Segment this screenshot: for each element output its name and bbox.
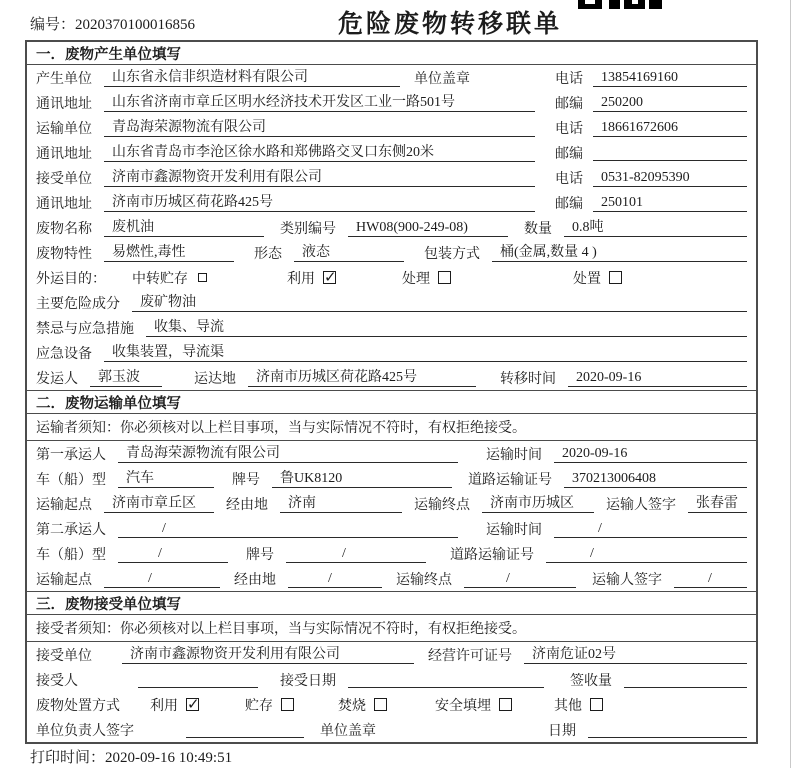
row-taboo-measures	[27, 315, 756, 340]
carrier-signature-value: /	[674, 570, 747, 588]
row-transfer-purpose	[27, 265, 756, 290]
qr-block	[609, 0, 620, 9]
checkbox-dispose	[609, 271, 622, 284]
purpose-option-label: 处置	[573, 271, 601, 287]
purpose-option-label: 中转贮存	[132, 271, 188, 287]
date-label: 日期	[548, 723, 576, 739]
disposal-option-label: 安全填埋	[435, 698, 491, 714]
taboo-measures-label: 禁忌与应急措施	[36, 321, 134, 337]
producer-unit-label: 产生单位	[36, 71, 92, 87]
section2-notice: 运输者须知：你必须核对以上栏目事项，当与实际情况不符时，有权拒绝接受。	[27, 414, 756, 441]
route-start-value: /	[104, 570, 220, 588]
route-start-label: 运输起点	[36, 497, 92, 513]
row-receiver-address	[27, 190, 756, 215]
business-license-value: 济南危证02号	[524, 646, 747, 664]
responsible-signature-label: 单位负责人签字	[36, 723, 134, 739]
section-generator	[27, 42, 756, 390]
route-end-label: 运输终点	[414, 497, 470, 513]
row-first-carrier	[27, 441, 756, 466]
second-carrier-label: 第二承运人	[36, 522, 106, 538]
acceptor-label: 接受人	[36, 673, 78, 689]
producer-zip-value: 250200	[593, 94, 747, 112]
carrier-signature-label: 运输人签字	[592, 572, 662, 588]
route-start-value: 济南市章丘区	[104, 495, 214, 513]
checkbox-treat	[438, 271, 451, 284]
section-transporter	[27, 390, 756, 591]
hazard-components-label: 主要危险成分	[36, 296, 120, 312]
unit-seal-label: 单位盖章	[320, 723, 376, 739]
receiver-phone-value: 0531-82095390	[593, 169, 747, 187]
vehicle-type-value: /	[118, 545, 228, 563]
print-time-label: 打印时间：	[30, 750, 106, 766]
row-transporter-unit	[27, 115, 756, 140]
qr-code-fragment	[578, 0, 662, 9]
plate-number-value: 鲁UK8120	[272, 470, 452, 488]
manifest-form	[25, 40, 758, 744]
section2-title: 二．废物运输单位填写	[27, 391, 756, 414]
row-transporter-address	[27, 140, 756, 165]
row-producer-address	[27, 90, 756, 115]
route-via-value: /	[288, 570, 382, 588]
transporter-phone-value: 18661672606	[593, 119, 747, 137]
quantity-value: 0.8吨	[564, 219, 747, 237]
road-permit-value: 370213006408	[564, 470, 747, 488]
business-license-label: 经营许可证号	[428, 648, 512, 664]
road-permit-value: /	[546, 545, 747, 563]
vehicle-type-value: 汽车	[118, 470, 214, 488]
row-hazard-components	[27, 290, 756, 315]
checkbox-disposal-store	[281, 698, 294, 711]
emergency-equipment-label: 应急设备	[36, 346, 92, 362]
phone-label: 电话	[555, 121, 583, 137]
route-end-value: /	[464, 570, 576, 588]
disposal-option-label: 利用	[150, 698, 178, 714]
print-time-line	[30, 746, 232, 767]
route-via-label: 经由地	[234, 572, 276, 588]
physical-form-value: 液态	[294, 244, 404, 262]
quantity-label: 数量	[524, 221, 552, 237]
qr-block	[578, 0, 602, 9]
transport-time-value: 2020-09-16	[554, 445, 747, 463]
section-receiver	[27, 591, 756, 742]
carrier-signature-value: 张春雷	[688, 495, 747, 513]
receiver-address-value: 济南市历城区荷花路425号	[104, 194, 535, 212]
row-vehicle-1	[27, 466, 756, 491]
transport-time-label: 运输时间	[486, 447, 542, 463]
physical-form-label: 形态	[254, 246, 282, 262]
hazard-components-value: 废矿物油	[132, 294, 747, 312]
first-carrier-value: 青岛海荣源物流有限公司	[118, 445, 458, 463]
transporter-address-value: 山东省青岛市李沧区徐水路和郑佛路交叉口东侧20米	[104, 144, 535, 162]
checkbox-disposal-other	[590, 698, 603, 711]
disposal-method-label: 废物处置方式	[36, 698, 120, 714]
accept-date-value	[348, 671, 544, 688]
category-code-label: 类别编号	[280, 221, 336, 237]
second-carrier-value: /	[118, 520, 458, 538]
producer-address-value: 山东省济南市章丘区明水经济技术开发区工业一路501号	[104, 94, 535, 112]
row-producer-unit	[27, 65, 756, 90]
row-acceptor	[27, 667, 756, 692]
transporter-unit-value: 青岛海荣源物流有限公司	[104, 119, 535, 137]
phone-label: 电话	[555, 71, 583, 87]
serial-number: 2020370100016856	[75, 17, 196, 33]
road-permit-label: 道路运输证号	[450, 547, 534, 563]
receiver-zip-value: 250101	[593, 194, 747, 212]
packaging-value: 桶(金属,数量 4 )	[492, 244, 747, 262]
checkbox-disposal-incinerate	[374, 698, 387, 711]
route-via-value: 济南	[280, 495, 402, 513]
page-right-edge	[790, 0, 791, 768]
zip-label: 邮编	[555, 96, 583, 112]
destination-value: 济南市历城区荷花路425号	[248, 369, 476, 387]
received-quantity-value	[624, 671, 747, 688]
purpose-option-label: 处理	[402, 271, 430, 287]
waste-name-label: 废物名称	[36, 221, 92, 237]
purpose-option-label: 利用	[287, 271, 315, 287]
transporter-zip-value	[593, 144, 747, 161]
waste-properties-value: 易燃性,毒性	[104, 244, 234, 262]
producer-address-label: 通讯地址	[36, 96, 92, 112]
transport-time-label: 运输时间	[486, 522, 542, 538]
row-receiver-unit	[27, 165, 756, 190]
checkbox-disposal-utilize	[186, 698, 199, 711]
receiver-unit-label: 接受单位	[36, 171, 92, 187]
waste-name-value: 废机油	[104, 219, 264, 237]
section1-title: 一．废物产生单位填写	[27, 42, 756, 65]
row-waste-properties	[27, 240, 756, 265]
receiver-address-label: 通讯地址	[36, 196, 92, 212]
emergency-equipment-value: 收集装置，导流渠	[104, 344, 747, 362]
row-second-carrier	[27, 516, 756, 541]
row-waste-name	[27, 215, 756, 240]
route-via-label: 经由地	[226, 497, 268, 513]
plate-number-label: 牌号	[246, 547, 274, 563]
taboo-measures-value: 收集、导流	[146, 319, 747, 337]
producer-unit-value: 山东省永信非织造材料有限公司	[104, 69, 400, 87]
disposal-option-label: 其他	[554, 698, 582, 714]
serial-number-line	[30, 13, 195, 34]
date-value	[588, 721, 747, 738]
transfer-time-value: 2020-09-16	[568, 369, 747, 387]
row-disposal-method	[27, 692, 756, 717]
row-dispatch	[27, 365, 756, 390]
transport-time-value: /	[554, 520, 747, 538]
phone-label: 电话	[555, 171, 583, 187]
row-emergency-equipment	[27, 340, 756, 365]
plate-number-label: 牌号	[232, 472, 260, 488]
qr-block	[624, 0, 645, 9]
first-carrier-label: 第一承运人	[36, 447, 106, 463]
route-end-value: 济南市历城区	[482, 495, 594, 513]
route-start-label: 运输起点	[36, 572, 92, 588]
checkbox-transfer-storage	[198, 273, 207, 282]
section3-title: 三．废物接受单位填写	[27, 592, 756, 615]
plate-number-value: /	[286, 545, 426, 563]
zip-label: 邮编	[555, 146, 583, 162]
row-vehicle-2	[27, 541, 756, 566]
print-time-value: 2020-09-16 10:49:51	[105, 750, 233, 766]
qr-block	[649, 0, 662, 9]
document-title: 危险废物转移联单	[338, 10, 563, 38]
row-route-2	[27, 566, 756, 591]
received-quantity-label: 签收量	[570, 673, 612, 689]
accept-date-label: 接受日期	[280, 673, 336, 689]
serial-label: 编号：	[30, 17, 76, 33]
zip-label: 邮编	[555, 196, 583, 212]
accepting-unit-label: 接受单位	[36, 648, 92, 664]
row-accepting-unit	[27, 642, 756, 667]
receiver-unit-value: 济南市鑫源物资开发利用有限公司	[104, 169, 535, 187]
vehicle-type-label: 车（船）型	[36, 547, 106, 563]
dispatcher-label: 发运人	[36, 371, 78, 387]
waste-properties-label: 废物特性	[36, 246, 92, 262]
checkbox-disposal-landfill	[499, 698, 512, 711]
packaging-label: 包装方式	[424, 246, 480, 262]
responsible-signature-value	[186, 721, 304, 738]
vehicle-type-label: 车（船）型	[36, 472, 106, 488]
carrier-signature-label: 运输人签字	[606, 497, 676, 513]
row-route-1	[27, 491, 756, 516]
transporter-unit-label: 运输单位	[36, 121, 92, 137]
disposal-option-label: 焚烧	[338, 698, 366, 714]
producer-phone-value: 13854169160	[593, 69, 747, 87]
acceptor-value	[138, 671, 258, 688]
category-code-value: HW08(900-249-08)	[348, 219, 508, 237]
transfer-purpose-label: 外运目的：	[36, 271, 106, 287]
accepting-unit-value: 济南市鑫源物资开发利用有限公司	[122, 646, 414, 664]
section3-notice: 接受者须知：你必须核对以上栏目事项，当与实际情况不符时，有权拒绝接受。	[27, 615, 756, 642]
dispatcher-value: 郭玉波	[90, 369, 162, 387]
checkbox-utilize	[323, 271, 336, 284]
row-responsible-signature	[27, 717, 756, 742]
disposal-option-label: 贮存	[245, 698, 273, 714]
transfer-time-label: 转移时间	[500, 371, 556, 387]
transporter-address-label: 通讯地址	[36, 146, 92, 162]
destination-label: 运达地	[194, 371, 236, 387]
route-end-label: 运输终点	[396, 572, 452, 588]
unit-seal-label: 单位盖章	[414, 71, 470, 87]
road-permit-label: 道路运输证号	[468, 472, 552, 488]
